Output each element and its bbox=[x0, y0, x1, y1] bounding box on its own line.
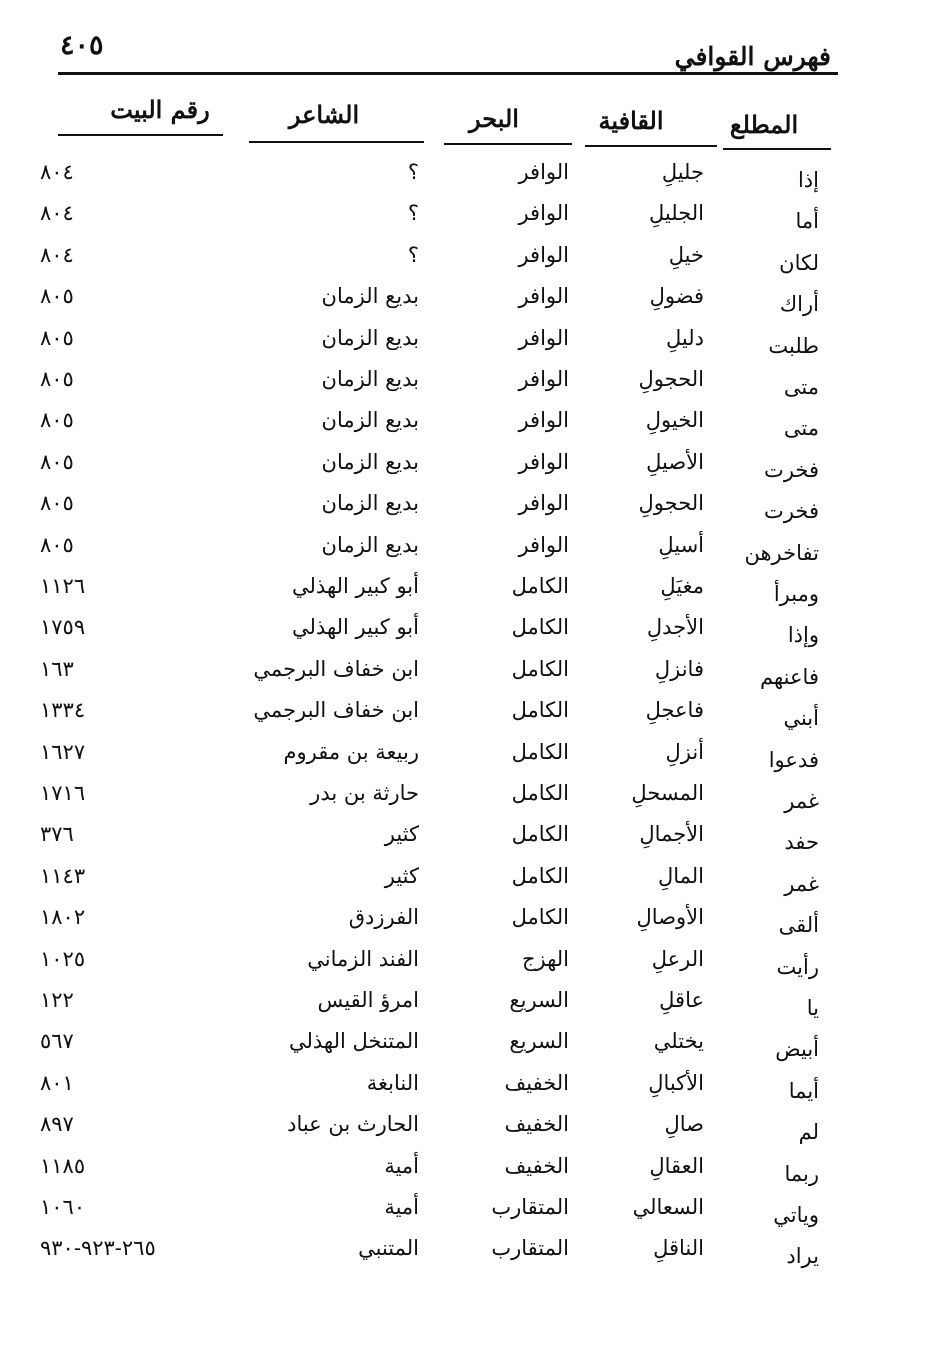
row-poet: ربيعة بن مقروم bbox=[283, 739, 419, 764]
row-bahr: الوافر bbox=[518, 284, 569, 309]
row-matla: أما bbox=[795, 209, 819, 234]
row-verse-number: ٣٧٦ bbox=[40, 822, 74, 847]
table-row bbox=[0, 243, 929, 285]
row-qafia: فضولِ bbox=[649, 284, 704, 309]
row-bahr: الوافر bbox=[518, 160, 569, 184]
row-poet: بديع الزمان bbox=[321, 449, 419, 474]
row-qafia: السعالي bbox=[632, 1195, 704, 1219]
column-underline-matla bbox=[723, 148, 831, 150]
row-verse-number: ٨٠٥ bbox=[40, 449, 74, 474]
row-matla: حفد bbox=[784, 830, 819, 855]
row-verse-number: ٨٠٤ bbox=[40, 160, 74, 184]
row-matla: يا bbox=[806, 996, 819, 1020]
row-matla: أيما bbox=[788, 1078, 819, 1103]
row-poet: بديع الزمان bbox=[321, 532, 419, 557]
row-matla: ألقى bbox=[778, 913, 819, 938]
table-row bbox=[0, 657, 929, 699]
row-bahr: الكامل bbox=[511, 698, 569, 723]
row-bahr: الكامل bbox=[511, 781, 569, 805]
page-number: ٤٠٥ bbox=[60, 30, 104, 61]
table-row bbox=[0, 1236, 929, 1278]
table-row bbox=[0, 408, 929, 450]
table-row bbox=[0, 326, 929, 368]
row-verse-number: ٨٠٥ bbox=[40, 491, 74, 516]
row-qafia: الأوصالِ bbox=[636, 905, 704, 930]
row-matla: فخرت bbox=[764, 499, 819, 524]
table-row bbox=[0, 533, 929, 575]
row-bahr: الوافر bbox=[518, 449, 569, 474]
table-row bbox=[0, 822, 929, 864]
header-rule bbox=[58, 72, 838, 75]
table-row bbox=[0, 864, 929, 906]
page-title: فهرس القوافي bbox=[674, 42, 831, 71]
row-matla: طلبت bbox=[768, 333, 819, 358]
row-poet: ؟ bbox=[407, 201, 419, 226]
row-poet: أبو كبير الهذلي bbox=[292, 574, 419, 598]
row-verse-number: ٨٩٧ bbox=[40, 1112, 74, 1137]
row-bahr: الكامل bbox=[511, 905, 569, 930]
row-poet: بديع الزمان bbox=[321, 284, 419, 309]
row-matla: غمر bbox=[784, 789, 819, 813]
row-matla: غمر bbox=[784, 871, 819, 896]
row-poet: ابن خفاف البرجمي bbox=[253, 656, 419, 681]
row-qafia: فاعجلِ bbox=[645, 698, 704, 723]
row-verse-number: ١٧١٦ bbox=[40, 781, 86, 805]
row-qafia: أنزلِ bbox=[665, 739, 704, 764]
table-row bbox=[0, 698, 929, 740]
row-matla: رأيت bbox=[776, 954, 819, 979]
row-poet: المتنبي bbox=[358, 1236, 419, 1261]
row-bahr: الوافر bbox=[518, 532, 569, 557]
row-bahr: المتقارب bbox=[491, 1236, 569, 1261]
table-row bbox=[0, 367, 929, 409]
row-qafia: المالِ bbox=[657, 863, 704, 888]
row-qafia: خيلِ bbox=[668, 242, 704, 267]
row-qafia: الأجمالِ bbox=[639, 822, 704, 847]
row-verse-number: ١١٤٣ bbox=[40, 863, 86, 888]
row-qafia: الناقلِ bbox=[653, 1236, 704, 1261]
row-qafia: الرعلِ bbox=[651, 946, 704, 971]
row-qafia: الأكبالِ bbox=[648, 1070, 704, 1095]
row-matla: لكان bbox=[779, 250, 819, 275]
table-row bbox=[0, 450, 929, 492]
row-matla: متى bbox=[783, 416, 819, 441]
row-poet: النابغة bbox=[366, 1070, 419, 1095]
row-matla: أراك bbox=[779, 292, 819, 317]
row-qafia: جليلِ bbox=[661, 160, 704, 184]
row-qafia: الأصيلِ bbox=[646, 449, 704, 474]
column-underline-raqm bbox=[58, 134, 223, 136]
table-row bbox=[0, 615, 929, 657]
row-matla: وإذا bbox=[787, 623, 819, 648]
table-row bbox=[0, 160, 929, 202]
row-qafia: الجليلِ bbox=[649, 201, 704, 226]
row-bahr: المتقارب bbox=[491, 1195, 569, 1219]
row-bahr: الهزج bbox=[521, 946, 569, 971]
row-qafia: الحجولِ bbox=[638, 367, 704, 391]
row-verse-number: ٨٠٤ bbox=[40, 201, 74, 226]
row-matla: أبني bbox=[783, 706, 819, 731]
row-bahr: الوافر bbox=[518, 491, 569, 516]
row-qafia: عاقلِ bbox=[659, 988, 704, 1012]
row-poet: المتنخل الهذلي bbox=[288, 1029, 419, 1054]
row-poet: امرؤ القيس bbox=[317, 988, 419, 1012]
table-row bbox=[0, 1071, 929, 1113]
row-bahr: الكامل bbox=[511, 615, 569, 640]
row-poet: بديع الزمان bbox=[321, 408, 419, 433]
row-poet: أمية bbox=[384, 1195, 419, 1219]
row-matla: يراد bbox=[786, 1244, 819, 1269]
row-qafia: الحجولِ bbox=[638, 491, 704, 516]
row-bahr: الوافر bbox=[518, 367, 569, 391]
row-poet: كثير bbox=[384, 863, 419, 888]
table-row bbox=[0, 1195, 929, 1237]
row-matla: فاعنهم bbox=[760, 664, 819, 689]
row-poet: حارثة بن بدر bbox=[310, 781, 419, 805]
row-bahr: الخفيف bbox=[504, 1112, 569, 1137]
row-poet: الفرزدق bbox=[348, 905, 419, 930]
row-bahr: الكامل bbox=[511, 822, 569, 847]
row-verse-number: ٨٠٥ bbox=[40, 408, 74, 433]
row-qafia: المسحلِ bbox=[631, 781, 704, 805]
row-verse-number: ٨٠٥ bbox=[40, 325, 74, 350]
column-header-qafia: القافية bbox=[598, 106, 664, 135]
column-header-matla: المطلع bbox=[729, 110, 799, 139]
table-row bbox=[0, 1154, 929, 1196]
row-qafia: الخيولِ bbox=[645, 408, 704, 433]
row-matla: وياتي bbox=[773, 1203, 819, 1227]
row-verse-number: ٨٠٤ bbox=[40, 242, 74, 267]
row-poet: الحارث بن عباد bbox=[287, 1112, 419, 1137]
column-underline-bahr bbox=[444, 143, 572, 145]
row-matla: ومبرأ bbox=[773, 582, 819, 606]
table-row bbox=[0, 574, 929, 616]
table-row bbox=[0, 1029, 929, 1071]
row-verse-number: ١١٢٦ bbox=[40, 574, 86, 598]
row-poet: بديع الزمان bbox=[321, 325, 419, 350]
column-header-shaer: الشاعر bbox=[288, 100, 360, 129]
row-poet: أمية bbox=[384, 1153, 419, 1178]
row-matla: أبيض bbox=[775, 1037, 819, 1062]
table-row bbox=[0, 905, 929, 947]
row-bahr: الكامل bbox=[511, 863, 569, 888]
row-matla: ربما bbox=[784, 1161, 819, 1186]
row-bahr: الخفيف bbox=[504, 1070, 569, 1095]
row-poet: أبو كبير الهذلي bbox=[292, 615, 419, 640]
row-qafia: العقالِ bbox=[649, 1153, 704, 1178]
row-verse-number: ٨٠٥ bbox=[40, 532, 74, 557]
row-qafia: الأجدلِ bbox=[646, 615, 704, 640]
row-bahr: الوافر bbox=[518, 408, 569, 433]
column-underline-shaer bbox=[249, 141, 424, 143]
table-row bbox=[0, 284, 929, 326]
row-verse-number: ١٠٢٥ bbox=[40, 946, 86, 971]
row-bahr: الوافر bbox=[518, 201, 569, 226]
column-header-bahr: البحر bbox=[469, 104, 519, 133]
row-matla: لم bbox=[798, 1120, 819, 1145]
row-matla: إذا bbox=[797, 168, 819, 192]
table-row bbox=[0, 1112, 929, 1154]
row-qafia: مغيَلِ bbox=[660, 574, 704, 598]
table-row bbox=[0, 740, 929, 782]
table-row bbox=[0, 781, 929, 823]
row-verse-number: ٨٠١ bbox=[40, 1070, 74, 1095]
table-row bbox=[0, 988, 929, 1030]
row-poet: ؟ bbox=[407, 242, 419, 267]
row-verse-number: ٥٦٧ bbox=[40, 1029, 74, 1054]
row-matla: متى bbox=[783, 375, 819, 399]
row-verse-number: ١٣٣٤ bbox=[40, 698, 86, 723]
row-qafia: يختلي bbox=[653, 1029, 704, 1054]
row-verse-number: ١٦٣ bbox=[40, 656, 74, 681]
row-verse-number: ٢٦٥-٩٢٣-٩٣٠ bbox=[40, 1236, 156, 1261]
table-row bbox=[0, 947, 929, 989]
row-verse-number: ٨٠٥ bbox=[40, 367, 74, 391]
row-verse-number: ١٧٥٩ bbox=[40, 615, 86, 640]
column-underline-qafia bbox=[585, 145, 717, 147]
row-bahr: الخفيف bbox=[504, 1153, 569, 1178]
row-poet: ؟ bbox=[407, 160, 419, 184]
row-poet: ابن خفاف البرجمي bbox=[253, 698, 419, 723]
row-verse-number: ١٢٢ bbox=[40, 988, 74, 1012]
row-verse-number: ١٨٠٢ bbox=[40, 905, 86, 930]
row-bahr: السريع bbox=[509, 1029, 569, 1054]
row-poet: بديع الزمان bbox=[321, 367, 419, 391]
row-matla: فدعوا bbox=[768, 747, 819, 772]
row-verse-number: ١٠٦٠ bbox=[40, 1195, 86, 1219]
row-qafia: دليلِ bbox=[666, 325, 704, 350]
row-poet: كثير bbox=[384, 822, 419, 847]
row-verse-number: ١٦٢٧ bbox=[40, 739, 86, 764]
row-poet: الفند الزماني bbox=[307, 946, 419, 971]
row-qafia: فانزلِ bbox=[654, 656, 704, 681]
row-bahr: الكامل bbox=[511, 656, 569, 681]
row-verse-number: ١١٨٥ bbox=[40, 1153, 86, 1178]
row-qafia: أسيلِ bbox=[658, 532, 704, 557]
row-verse-number: ٨٠٥ bbox=[40, 284, 74, 309]
row-matla: تفاخرهن bbox=[744, 540, 819, 565]
row-bahr: الكامل bbox=[511, 739, 569, 764]
row-bahr: الوافر bbox=[518, 242, 569, 267]
row-poet: بديع الزمان bbox=[321, 491, 419, 516]
row-bahr: الوافر bbox=[518, 325, 569, 350]
row-bahr: الكامل bbox=[511, 574, 569, 598]
row-bahr: السريع bbox=[509, 988, 569, 1012]
row-qafia: صالِ bbox=[664, 1112, 704, 1137]
table-row bbox=[0, 201, 929, 243]
table-row bbox=[0, 491, 929, 533]
row-matla: فخرت bbox=[764, 457, 819, 482]
column-header-raqm: رقم البيت bbox=[110, 95, 210, 124]
